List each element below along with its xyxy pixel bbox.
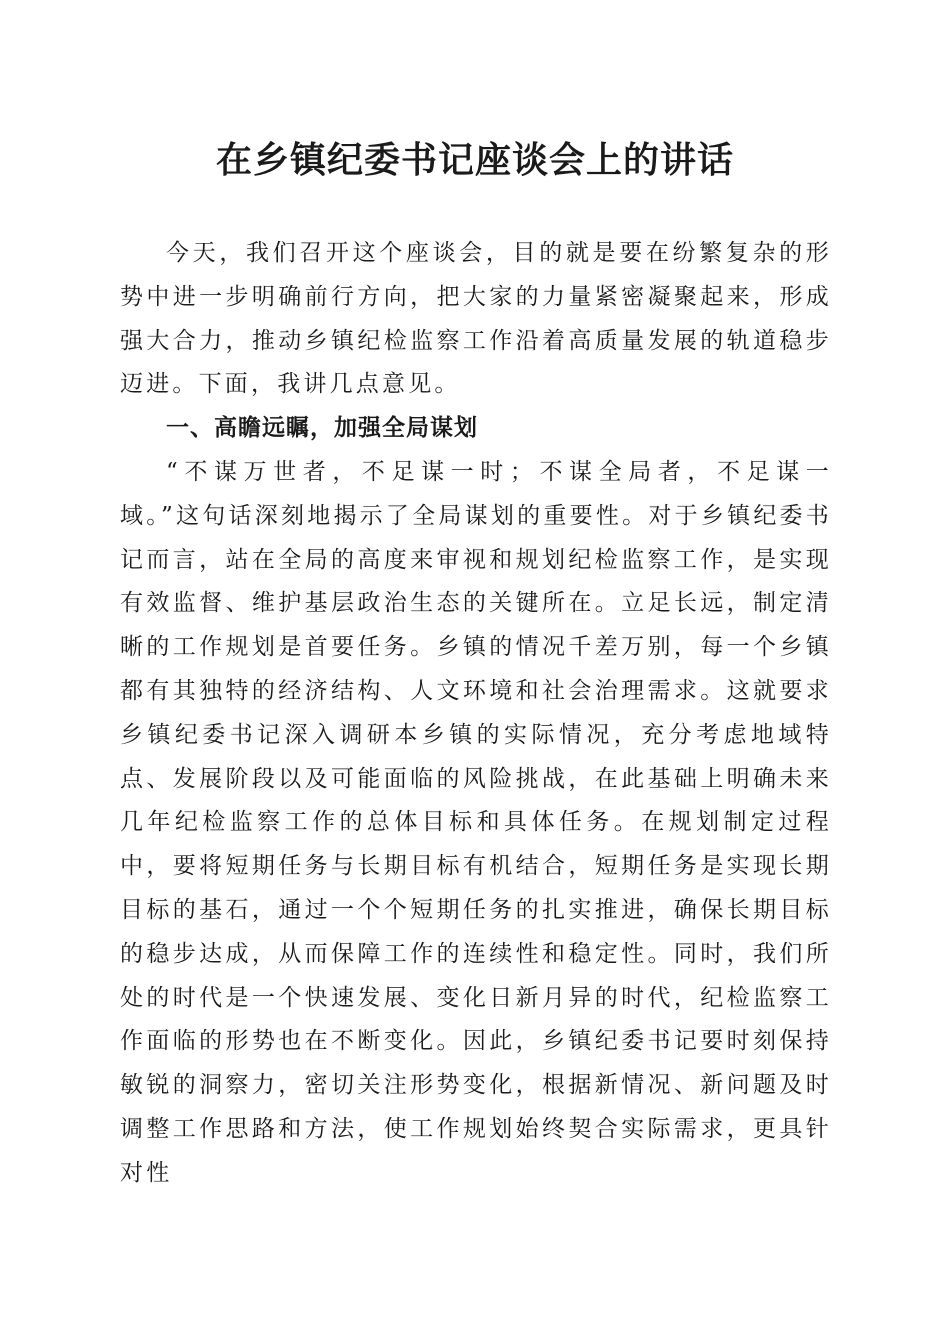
document-title: 在乡镇纪委书记座谈会上的讲话 <box>215 139 734 181</box>
section-1-paragraph: “不谋万世者，不足谋一时；不谋全局者，不足谋一域。”这句话深刻地揭示了全局谋划的重要性。对于乡镇纪委书记而言，站在全局的高度来审视和规划纪检监察工作，是实现有效监督、维护基层政治生态的关键所在。立足长远，制定清晰的工作规划是首要任务。乡镇的情况千差万别，每一个乡镇都有其独特的经济结构、人文环境和社会治理需求。这就要求乡镇纪委书记深入调研本乡镇的实际情况，充分考虑地域特点、发展阶段以及可能面临的风险挑战，在此基础上明确未来几年纪检监察工作的总体目标和具体任务。在规划制定过程中，要将短期任务与长期目标有机结合，短期任务是实现长期目标的基石，通过一个个短期任务的扎实推进，确保长期目标的稳步达成，从而保障工作的连续性和稳定性。同时，我们所处的时代是一个快速发展、变化日新月异的时代，纪检监察工作面临的形势也在不断变化。因此，乡镇纪委书记要时刻保持敏锐的洞察力，密切关注形势变化，根据新情况、新问题及时调整工作思路和方法，使工作规划始终契合实际需求，更具针对性 <box>120 458 832 1186</box>
document-body <box>120 232 832 1196</box>
intro-paragraph: 今天，我们召开这个座谈会，目的就是要在纷繁复杂的形势中进一步明确前行方向，把大家的力量紧密凝聚起来，形成强大合力，推动乡镇纪检监察工作沿着高质量发展的轨道稳步迈进。下面，我讲几点意见。 <box>120 240 832 398</box>
section-1-heading: 一、高瞻远瞩，加强全局谋划 <box>166 415 478 442</box>
